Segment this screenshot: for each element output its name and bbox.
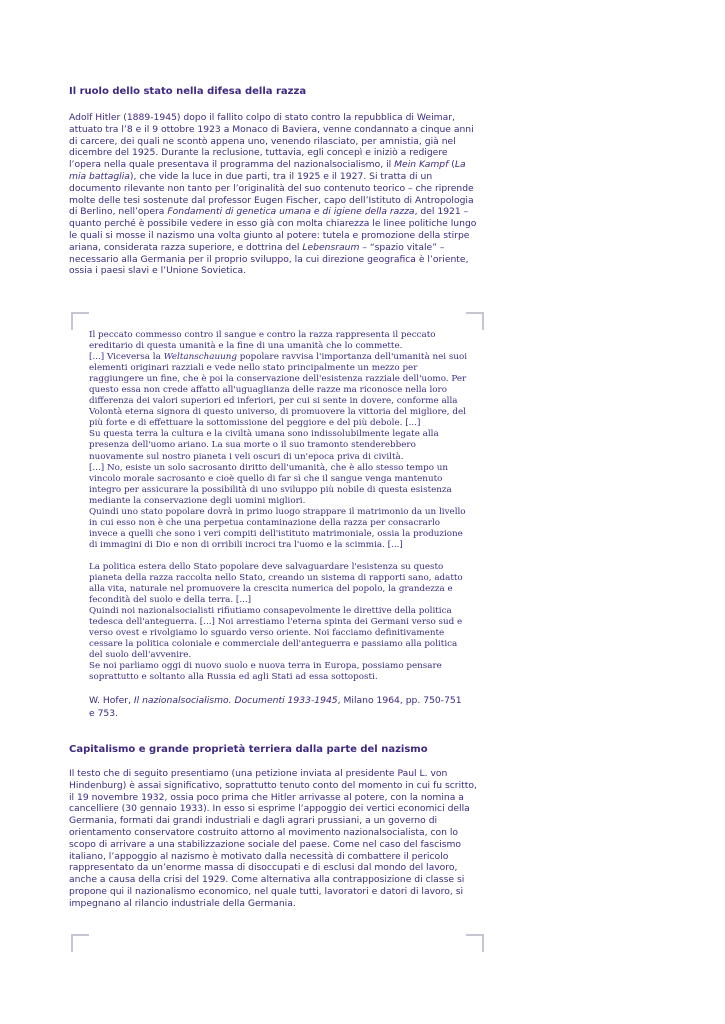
quote-paragraph: Se noi parliamo oggi di nuovo suolo e nuova terra in Europa, possiamo pensare soprattutto e soltanto alla Russia ed agli Stati ad essa sottoposti. bbox=[89, 661, 442, 683]
citation-author: W. Hofer, bbox=[89, 695, 134, 707]
text-run: ), che vide la luce in due parti, tra il 1925 e il 1927. Si tratta di un documento rilevante non tanto per l’originalità del suo contenuto teorico – che riprende molte delle tesi sostenute dal professor Eugen Fischer, capo dell’Istituto di Antropologia di Berlino, nell’opera bbox=[69, 170, 474, 218]
book-title-translation: La mia battaglia bbox=[69, 159, 466, 182]
citation-title: Il nazionalsocialismo. Documenti 1933-1945 bbox=[133, 695, 338, 707]
quote-paragraph: La politica estera dello Stato popolare deve salvaguardare l'esistenza su questo pianeta della razza raccolta nello Stato, creando un sistema di rapporti sano, adatto alla vita, naturale nel promuovere la crescita numerica del popolo, la grandezza e fecondità del suolo e della terra. [...] bbox=[89, 561, 463, 606]
book-title: Fondamenti di genetica umana e di igiene della razza bbox=[167, 206, 415, 218]
section-title: Il ruolo dello stato nella difesa della razza bbox=[69, 86, 307, 97]
quoted-document bbox=[89, 330, 469, 720]
term: Weltanschauung bbox=[163, 352, 237, 363]
intro-paragraph bbox=[69, 112, 479, 277]
quote-paragraph bbox=[89, 352, 469, 429]
frame-corner-top-right bbox=[466, 934, 484, 952]
text-run: – “spazio vitale” – necessario alla Germania per il proprio sviluppo, la cui direzione geografica è l’oriente, ossia i paesi slavi e l’Unione Sovietica. bbox=[69, 241, 469, 277]
text-run: , del 1921 – quanto perché è possibile vedere in esso già con molta chiarezza le linee politiche lungo le quali si mosse il nazismo una volta giunto al potere: tutela e promozione della stirpe ariana, considerata razza superiore, e dottrina del bbox=[69, 206, 477, 253]
spacer bbox=[89, 551, 469, 562]
frame-corner-top-right bbox=[466, 312, 484, 330]
quote-paragraph: Il peccato commesso contro il sangue e contro la razza rappresenta il peccato ereditario di questa umanità e la fine di una umanità che lo commette. bbox=[89, 330, 436, 352]
section-ruolo-stato bbox=[69, 86, 479, 277]
quote-paragraph: Quindi noi nazionalsocialisti rifiutiamo consapevolmente le direttive della politica tedesca dell'anteguerra. [...] Noi arrestiamo l'eterna spinta dei Germani verso sud e verso ovest e rivolgiamo lo sguardo verso oriente. Noi facciamo definitivamente cessare la politica coloniale e commerciale dell'anteguerra e passiamo alla politica del suolo dell'avvenire. bbox=[89, 606, 463, 661]
citation-details: , Milano 1964, pp. 750-751 e 753. bbox=[89, 695, 462, 719]
quote-paragraph: [...] No, esiste un solo sacrosanto diritto dell'umanità, che è allo stesso tempo un vincolo morale sacrosanto e cioè quello di far sì che il sangue venga mantenuto integro per assicurare la possibilità di uno sviluppo più nobile di questa esistenza mediante la conservazione degli uomini migliori. bbox=[89, 462, 452, 506]
book-title: Mein Kampf bbox=[394, 159, 449, 171]
text-run: Adolf Hitler (1889-1945) dopo il fallito colpo di stato contro la repubblica di Weimar, attuato tra l’8 e il 9 ottobre 1923 a Monaco di Baviera, venne condannato a cinque anni di carcere, dei quali ne scontò appena uno, venendo rilasciato, per amnistia, già nel dicembre del 1925. Durante la reclusione, tuttavia, egli concepì e iniziò a redigere l’opera nella quale presentava il programma del nazionalsocialismo, il bbox=[69, 112, 474, 171]
quote-paragraph: Su questa terra la cultura e la civiltà umana sono indissolubilmente legate alla presenza dell'uomo ariano. La sua morte o il suo tramonto stenderebbero nuovamente sul nostro pianeta i veli oscuri di un'epoca priva di civiltà. bbox=[89, 429, 439, 462]
term: Lebensraum bbox=[302, 241, 360, 253]
section2-paragraph: Il testo che di seguito presentiamo (una petizione inviata al presidente Paul L. von Hindenburg) è assai significativo, soprattutto tenuto conto del momento in cui fu scritto, il 19 novembre 1932, ossia poco prima che Hitler arrivasse al potere, con la nomina a cancelliere (30 gennaio 1933). In esso si esprime l’appoggio dei vertici economici della Germania, formati dai grandi industriali e dagli agrari prussiani, a un governo di orientamento conservatore costruito attorno al movimento nazionalsocialista, con lo scopo di arrivare a una stabilizzazione sociale del paese. Come nel caso del fascismo italiano, l’appoggio al nazismo è motivato dalla necessità di combattere il pericolo rappresentato da un’enorme massa di disoccupati e di esclusi dal mondo del lavoro, anche a causa della crisi del 1929. Come alternativa alla contrapposizione di classe si propone qui il nazionalismo economico, nel quale tutti, lavoratori e datori di lavoro, si impegnano al rilancio industriale della Germania. bbox=[69, 768, 477, 909]
citation bbox=[89, 695, 469, 720]
quote-paragraph: Quindi uno stato popolare dovrà in primo luogo strappare il matrimonio da un livello in cui esso non è che una perpetua contaminazione della razza per consacrarlo invece a quelli che sono i veri compiti dell'istituto matrimoniale, ossia la produzione di immagini di Dio e non di orribili incroci tra l'uomo e la scimmia. [...] bbox=[89, 506, 466, 550]
section-title-capitalismo: Capitalismo e grande proprietà terriera dalla parte del nazismo bbox=[69, 744, 428, 755]
text-run: ( bbox=[448, 159, 455, 171]
frame-corner-top-left bbox=[71, 312, 89, 330]
frame-corner-top-left bbox=[71, 934, 89, 952]
text-run: popolare ravvisa l'importanza dell'umanità nei suoi elementi originari razziali e vede nello stato principalmente un mezzo per raggiungere un fine, che è poi la conservazione dell'esistenza razziale dell'uomo. Per questo essa non crede affatto all'uguaglianza delle razze ma riconosce nella loro differenza dei valori superiori ed inferiori, per cui si sente in dovere, conforme alla Volontà eterna signora di questo universo, di promuovere la vittoria del migliore, del più forte e di effettuare la sottomissione del peggiore e del più debole. [...] bbox=[89, 352, 468, 429]
text-run: [...] Viceversa la bbox=[89, 352, 164, 363]
